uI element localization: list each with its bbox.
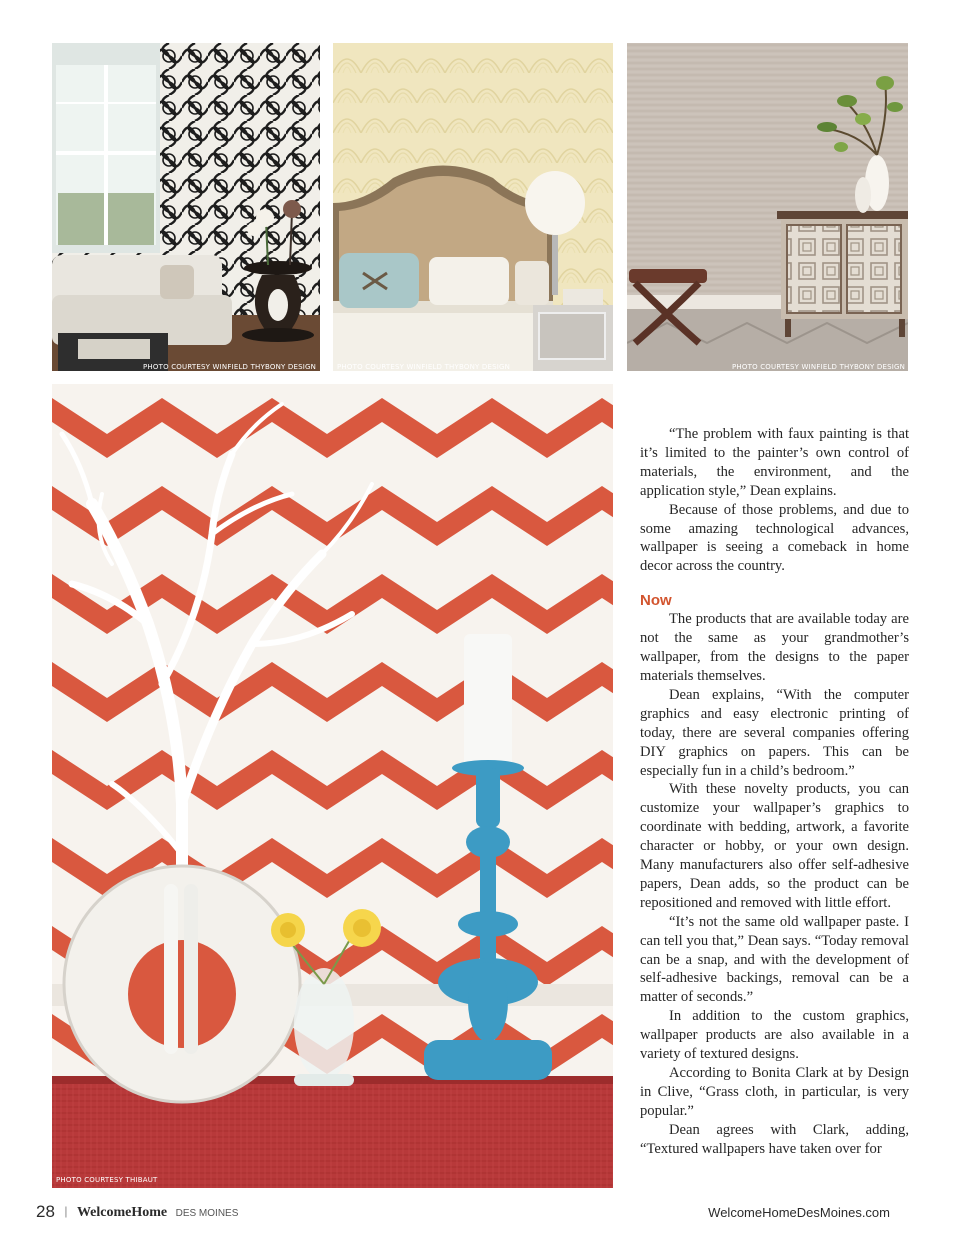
article-paragraph: With these novelty products, you can customize your wallpaper’s graphics to coordinate with bedding, artwork, a favorite character or hobby, or your own design. Many manufacturers also offer self-adhesive papers, Dean adds, so the product can be repositioned and removed with little effort. (640, 781, 909, 911)
page-number: 28 (36, 1202, 55, 1221)
photo-console (627, 43, 908, 371)
article-paragraph: Because of those problems, and due to some amazing technological advances, wallpaper is seeing a comeback in home decor across the country. (640, 501, 909, 575)
photo-credit: PHOTO COURTESY WINFIELD THYBONY DESIGN (337, 363, 511, 371)
article-paragraph: The products that are available today are not the same as your grandmother’s wallpaper, from the designs to the paper materials themselves. (640, 611, 909, 684)
page-footer (36, 1202, 238, 1222)
article-paragraph: Dean agrees with Clark, adding, “Textured wallpapers have taken over for (640, 1121, 909, 1157)
photo-bedroom (333, 43, 613, 371)
footer-separator: | (64, 1204, 68, 1218)
article-paragraph: “The problem with faux painting is that it’s limited to the painter’s own control of materials, the environment, and the application style,” Dean explains. (640, 426, 909, 499)
section-heading: Now (640, 592, 672, 610)
magazine-city: DES MOINES (175, 1208, 239, 1219)
photo-credit: PHOTO COURTESY WINFIELD THYBONY DESIGN (143, 363, 317, 371)
photo-credit: PHOTO COURTESY THIBAUT (56, 1176, 158, 1184)
article-paragraph: According to Bonita Clark at by Design in Clive, “Grass cloth, in particular, is very popular.” (640, 1065, 909, 1119)
article-paragraph: “It’s not the same old wallpaper paste. I can tell you that,” Dean says. “Today removal can be a snap, and with the development of self-adhesive backings, removal can be a matter of seconds.” (640, 913, 909, 1006)
article-body (640, 425, 909, 1159)
photo-chevron-vignette (52, 384, 613, 1188)
article-paragraph: Dean explains, “With the computer graphics and easy electronic printing of today, there are several companies offering DIY graphics on papers. This can be especially fun in a child’s bedroom.” (640, 686, 909, 779)
photo-credit: PHOTO COURTESY WINFIELD THYBONY DESIGN (732, 363, 906, 371)
footer-url[interactable]: WelcomeHomeDesMoines.com (708, 1205, 890, 1220)
photo-living-room (52, 43, 320, 371)
article-paragraph: In addition to the custom graphics, wallpaper products are also available in a variety of textured designs. (640, 1008, 909, 1063)
magazine-brand: WelcomeHome (76, 1205, 168, 1220)
